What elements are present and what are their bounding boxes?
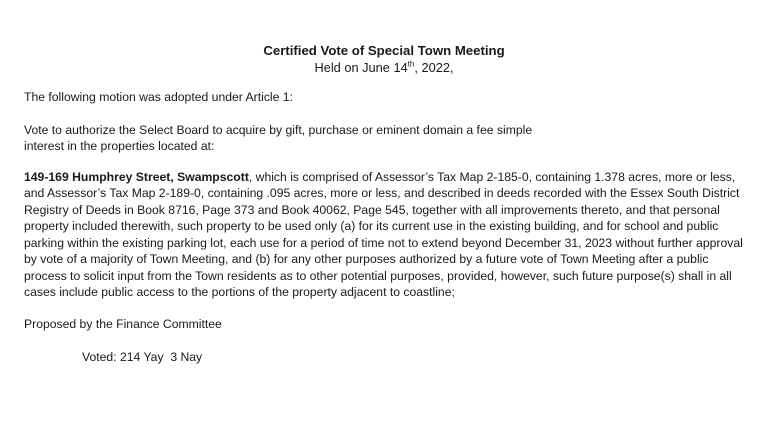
property-description: , which is comprised of Assessor’s Tax Map 2-185-0, containing 1.378 acres, more or less, and Assessor’s Tax Map 2-189-0, containing .095 acres, more or less, and described in deeds recorded with the Essex South District Registry of Deeds in Book 8716, Page 373 and Book 40062, Page 545, together with all improvements thereto, and that personal property included therewith, such property to be used only (a) for its current use in the existing building, and for school and public parking within the existing parking lot, each use for a period of time not to extend beyond December 31, 2023 without further approval by vote of a majority of Town Meeting, and (b) for any other purposes authorized by a future vote of Town Meeting after a public process to solicit input from the Town residents as to other potential purposes, provided, however, such future purpose(s) shall in all cases include public access to the portions of the property adjacent to coastline;	[24, 169, 743, 299]
meeting-date-ordinal: th	[407, 59, 415, 69]
vote-line-2: interest in the properties located at:	[24, 139, 215, 153]
document-header	[24, 42, 744, 76]
document-page	[24, 42, 748, 366]
vote-paragraph	[24, 122, 748, 155]
meeting-date-prefix: Held on June 14	[314, 60, 408, 75]
vote-tally: Voted: 214 Yay 3 Nay	[82, 350, 203, 364]
motion-intro: The following motion was adopted under Article 1:	[24, 90, 293, 104]
meeting-date	[24, 59, 744, 76]
vote-line-1: Vote to authorize the Select Board to acquire by gift, purchase or eminent domain a fee simple	[24, 122, 533, 137]
property-paragraph	[24, 169, 748, 301]
proposed-by: Proposed by the Finance Committee	[24, 316, 222, 331]
property-address: 149-169 Humphrey Street, Swampscott	[24, 169, 249, 184]
meeting-date-suffix: , 2022,	[414, 60, 454, 75]
document-title: Certified Vote of Special Town Meeting	[263, 43, 505, 58]
